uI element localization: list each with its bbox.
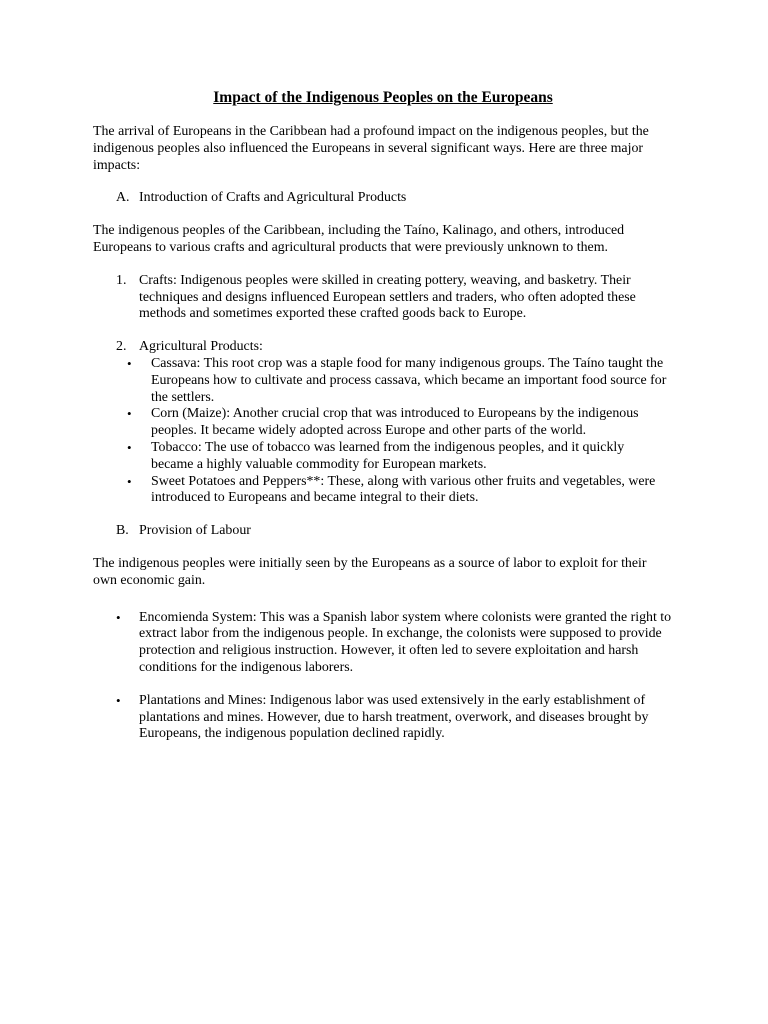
list-item-text: Tobacco: The use of tobacco was learned from the indigenous peoples, and it quickly became a highly valuable commodity for European markets. bbox=[151, 439, 625, 472]
intro-paragraph: The arrival of Europeans in the Caribbean had a profound impact on the indigenous peoples, but the indigenous peoples also influenced the Europeans in several significant ways. Here are three major impacts: bbox=[93, 124, 649, 173]
list-item-text: Corn (Maize): Another crucial crop that was introduced to Europeans by the indigenous peoples. It became widely adopted across Europe and other parts of the world. bbox=[151, 406, 639, 439]
list-item bbox=[93, 406, 673, 440]
numbered-item-agricultural bbox=[93, 339, 673, 356]
bullet-icon: • bbox=[116, 692, 121, 708]
list-item-text: Plantations and Mines: Indigenous labor was used extensively in the early establishment of plantations and mines. However, due to harsh treatment, overwork, and diseases brought by Europeans, the indigenous population declined rapidly. bbox=[139, 692, 649, 742]
list-item-text: Encomienda System: This was a Spanish labor system where colonists were granted the right to extract labor from the indigenous people. In exchange, the colonists were supposed to provide protection and religious instruction. However, it often led to severe exploitation and harsh conditions for the indigenous laborers. bbox=[139, 609, 672, 675]
list-item bbox=[93, 356, 673, 406]
numbered-item-marker: 1. bbox=[116, 272, 127, 288]
section-a-paragraph: The indigenous peoples of the Caribbean, including the Taíno, Kalinago, and others, introduced Europeans to various crafts and agricultural products that were previously unknown to them. bbox=[93, 223, 625, 255]
section-b-heading-text: Provision of Labour bbox=[139, 523, 251, 539]
list-item bbox=[93, 440, 673, 474]
section-b-marker: B. bbox=[116, 523, 129, 539]
section-a-heading bbox=[93, 190, 673, 207]
agricultural-products-list bbox=[93, 356, 673, 507]
bullet-icon: • bbox=[127, 406, 132, 422]
bullet-icon: • bbox=[127, 473, 132, 489]
section-a-marker: A. bbox=[116, 190, 130, 206]
numbered-item-text: Crafts: Indigenous peoples were skilled in creating pottery, weaving, and basketry. Their techniques and designs influenced European settlers and traders, who often adopted these methods and sometimes exported these crafted goods back to Europe. bbox=[139, 272, 636, 322]
list-item bbox=[93, 474, 673, 508]
list-item bbox=[93, 610, 673, 677]
section-b-heading bbox=[93, 523, 673, 540]
section-a-heading-text: Introduction of Crafts and Agricultural Products bbox=[139, 190, 407, 206]
list-item-text: Cassava: This root crop was a staple food for many indigenous groups. The Taíno taught the Europeans how to cultivate and process cassava, which became an important food source for the settlers. bbox=[151, 355, 667, 405]
list-item-text: Sweet Potatoes and Peppers**: These, along with various other fruits and vegetables, were introduced to Europeans and became integral to their diets. bbox=[151, 473, 656, 506]
bullet-icon: • bbox=[127, 355, 132, 371]
list-item bbox=[93, 693, 673, 743]
section-b-paragraph: The indigenous peoples were initially seen by the Europeans as a source of labor to exploit for their own economic gain. bbox=[93, 555, 647, 588]
bullet-icon: • bbox=[127, 439, 132, 455]
numbered-item-crafts bbox=[93, 273, 673, 323]
numbered-item-text: Agricultural Products: bbox=[139, 339, 263, 355]
bullet-icon: • bbox=[116, 609, 121, 625]
document-page bbox=[93, 89, 673, 743]
numbered-item-marker: 2. bbox=[116, 339, 127, 355]
document-title: Impact of the Indigenous Peoples on the Europeans bbox=[213, 89, 553, 106]
